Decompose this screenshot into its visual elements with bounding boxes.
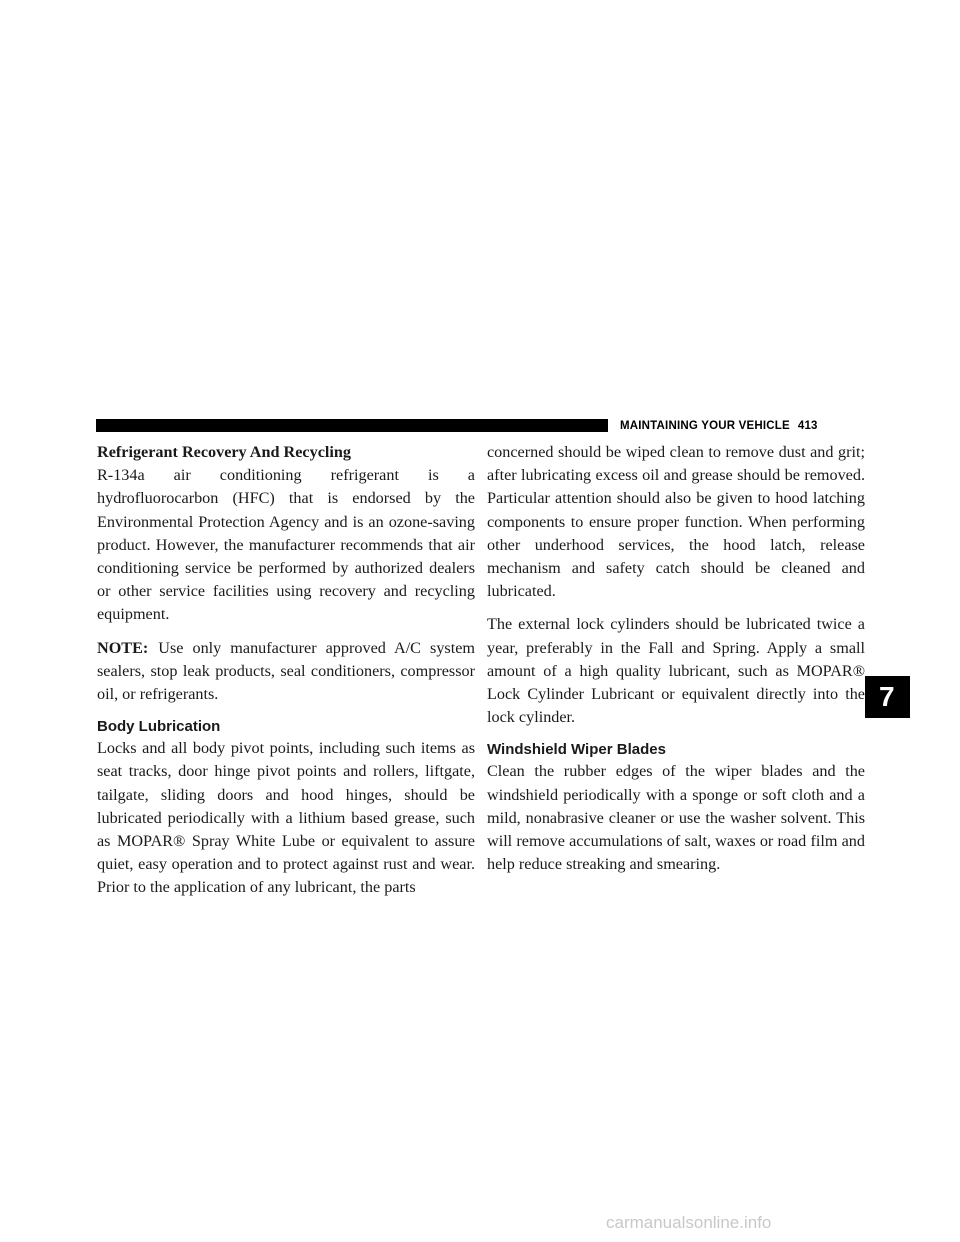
heading-refrigerant-recovery: Refrigerant Recovery And Recycling xyxy=(97,443,351,461)
watermark: carmanualsonline.info xyxy=(606,1213,772,1232)
note-label: NOTE: xyxy=(97,638,149,657)
note-text: Use only manufacturer approved A/C system sealers, stop leak products, seal conditioners, compressor oil, or refrigerants. xyxy=(97,638,475,704)
right-column xyxy=(487,441,865,876)
header-rule xyxy=(96,419,608,432)
left-column xyxy=(97,441,475,900)
paragraph-lock-cylinders: The external lock cylinders should be lubricated twice a year, preferably in the Fall and Spring. Apply a small amount of a high quality lubricant, such as MOPAR® Lock Cylinder Lubricant or equivalent directly into the lock cylinder. xyxy=(487,615,865,727)
note-paragraph xyxy=(97,637,475,707)
paragraph-continued: concerned should be wiped clean to remove dust and grit; after lubricating excess oil and grease should be removed. Particular attention should also be given to hood latching components to ensure proper function. When performing other underhood services, the hood latch, release mechanism and safety catch should be cleaned and lubricated. xyxy=(487,443,865,601)
heading-body-lubrication: Body Lubrication xyxy=(97,718,221,736)
paragraph-wiper-blades: Clean the rubber edges of the wiper blades and the windshield periodically with a sponge or soft cloth and a mild, nonabrasive cleaner or use the washer solvent. This will remove accumulations of salt, waxes or road film and help reduce streaking and smearing. xyxy=(487,762,865,874)
chapter-tab: 7 xyxy=(865,676,910,718)
section-title: MAINTAINING YOUR VEHICLE xyxy=(620,420,790,432)
paragraph-refrigerant: R-134a air conditioning refrigerant is a hydrofluorocarbon (HFC) that is endorsed by the Environmental Protection Agency and is an ozone-saving product. However, the manufacturer recommends that air conditioning service be performed by authorized dealers or other service facilities using recovery and recycling equipment. xyxy=(97,466,475,624)
heading-windshield-wiper-blades: Windshield Wiper Blades xyxy=(487,741,666,759)
page-number: 413 xyxy=(797,420,818,432)
running-header xyxy=(620,416,864,436)
paragraph-body-lubrication: Locks and all body pivot points, including such items as seat tracks, door hinge pivot points and rollers, liftgate, tailgate, sliding doors and hood hinges, should be lubricated periodically with a lithium based grease, such as MOPAR® Spray White Lube or equivalent to assure quiet, easy operation and to protect against rust and wear. Prior to the application of any lubricant, the parts xyxy=(97,739,475,897)
